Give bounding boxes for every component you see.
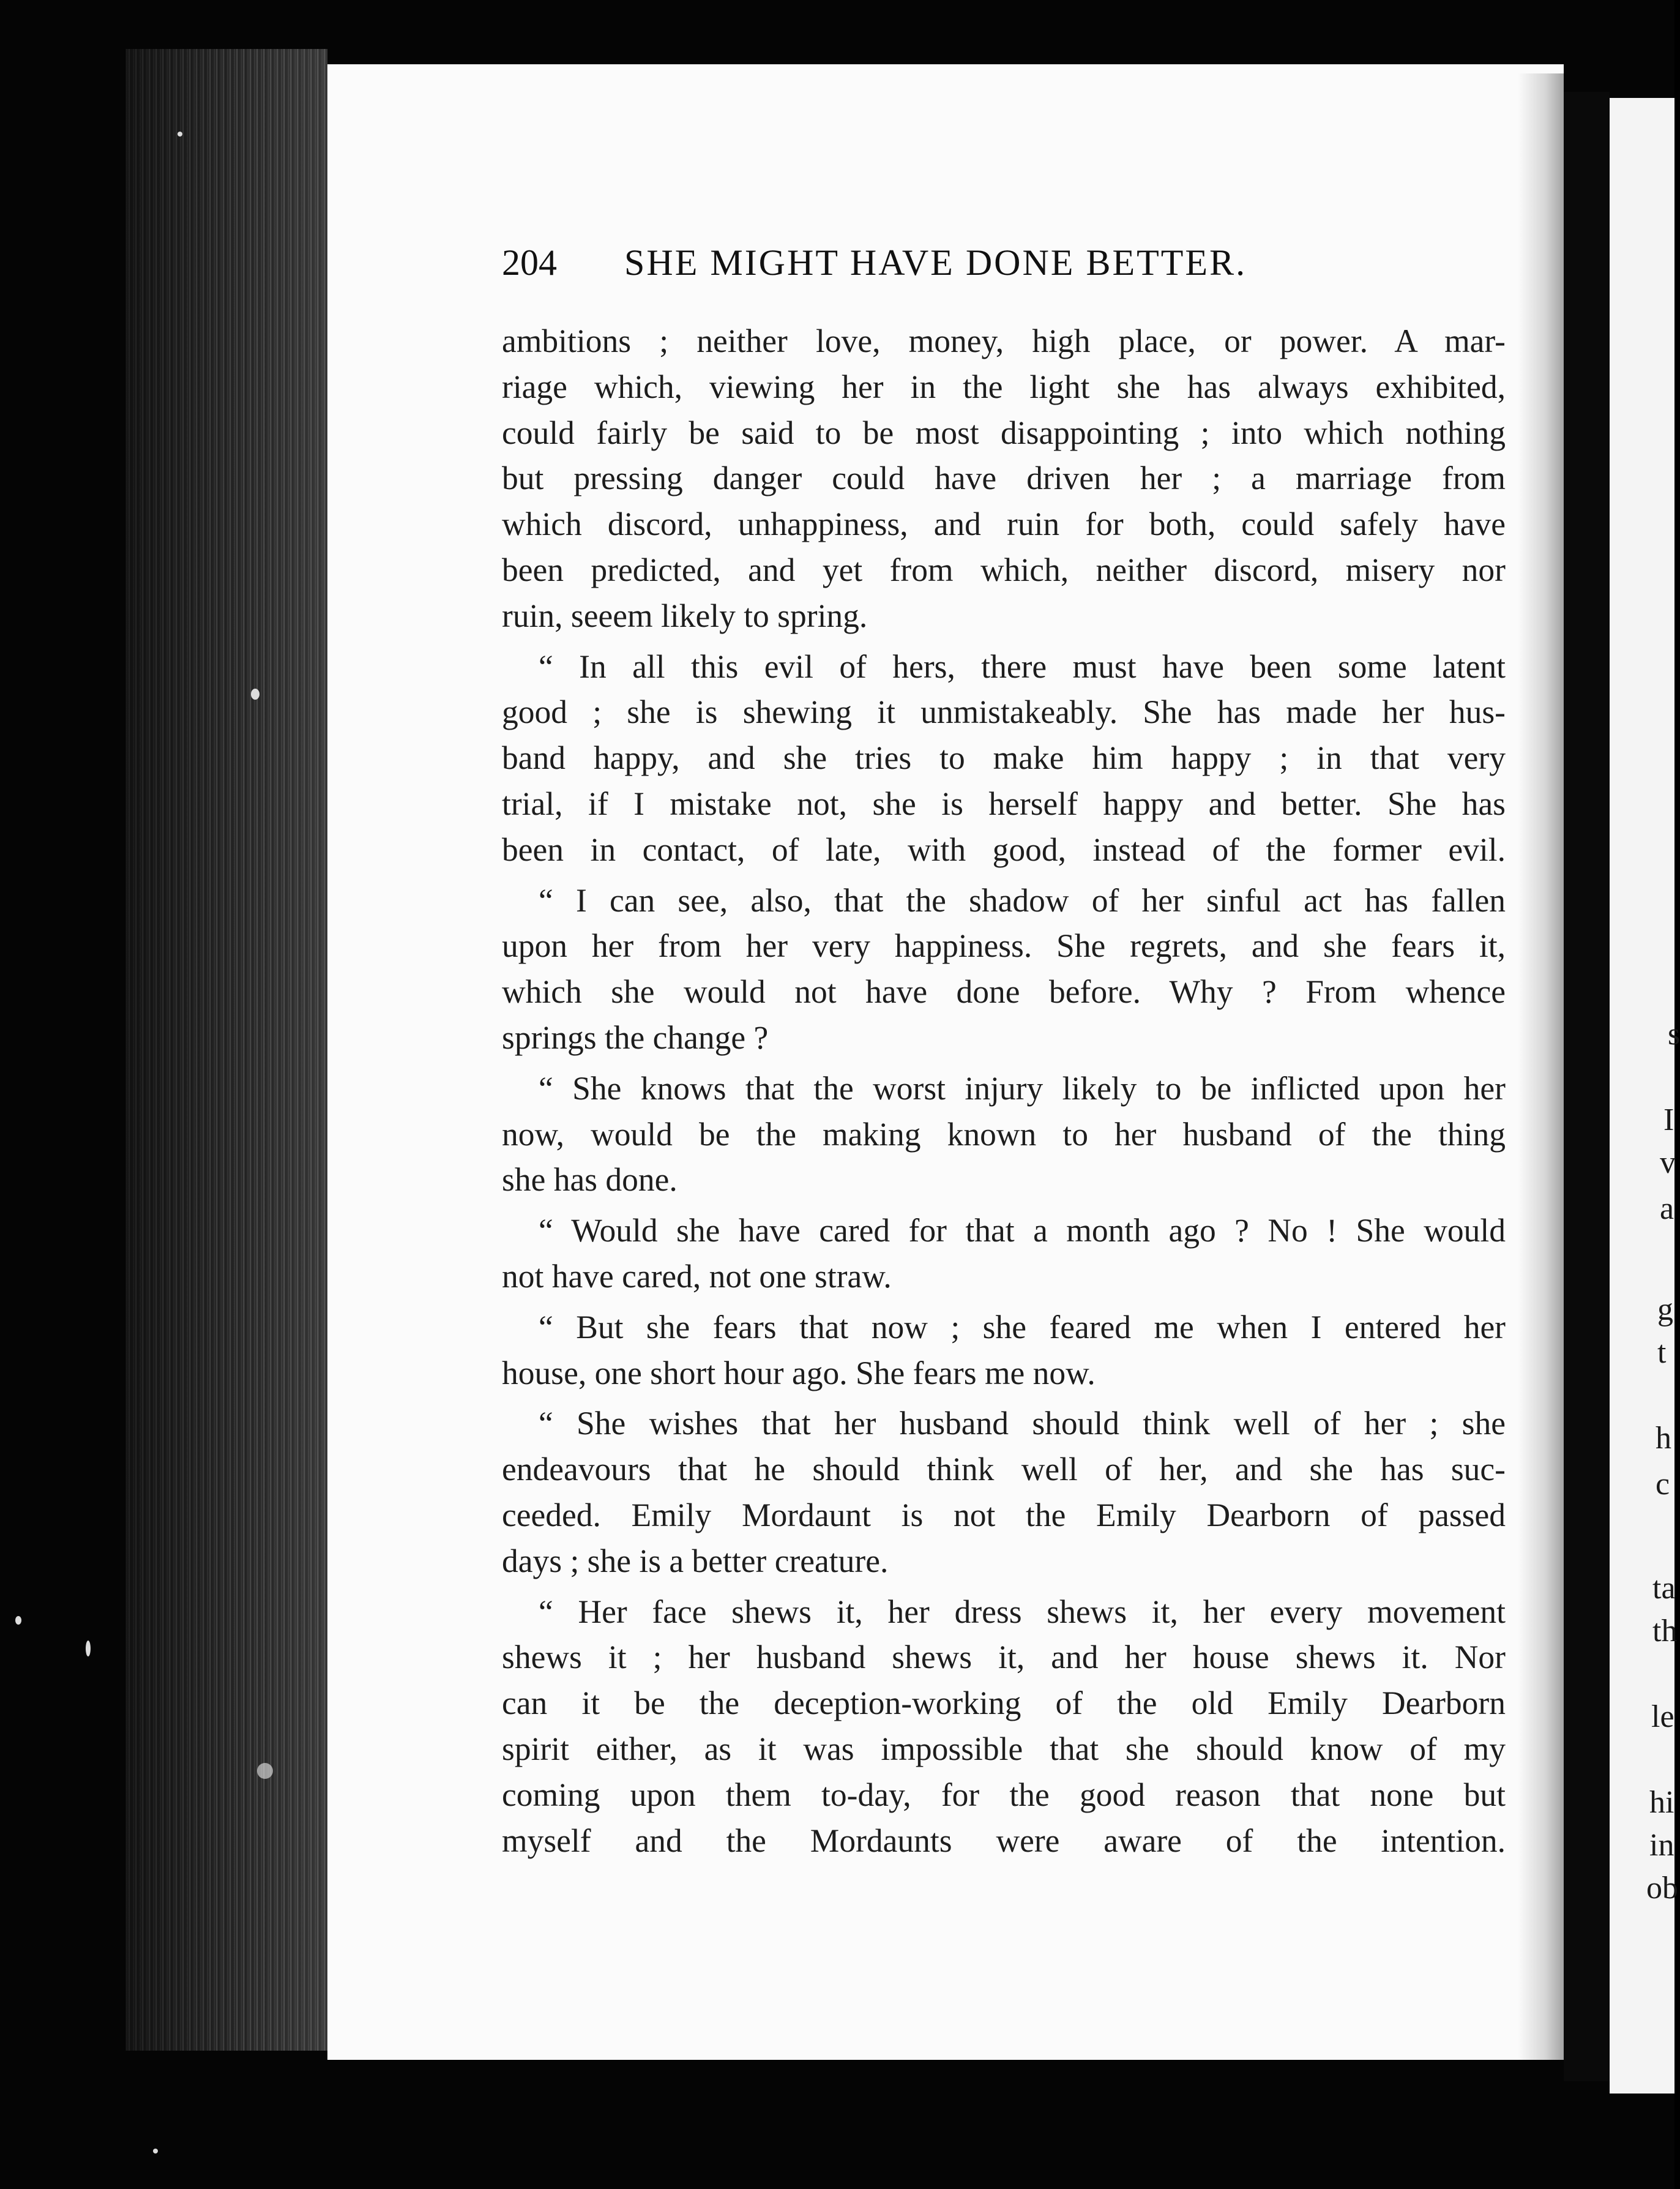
text-line: “ Would she have cared for that a month ago ? No ! She would — [539, 1212, 1506, 1249]
text-line: been predicted, and yet from which, neither discord, misery nor — [502, 551, 1506, 588]
text-line: ruin, seeem likely to spring. — [502, 597, 868, 634]
text-line: “ But she fears that now ; she feared me when I entered her — [539, 1308, 1506, 1345]
paragraph — [502, 318, 1506, 639]
text-line: upon her from her very happiness. She regrets, and she fears it, — [502, 927, 1506, 965]
text-line: springs the change ? — [502, 1019, 769, 1056]
text-line: “ She knows that the worst injury likely to be inflicted upon her — [539, 1069, 1506, 1107]
facing-page-fragment: I — [1663, 1102, 1674, 1137]
text-line: band happy, and she tries to make him happy ; in that very — [502, 739, 1506, 777]
body-text — [502, 318, 1506, 1868]
text-line: endeavours that he should think well of her, and she has suc- — [502, 1451, 1506, 1488]
paragraph — [502, 1304, 1506, 1396]
text-line: trial, if I mistake not, she is herself happy and better. She has — [502, 785, 1506, 822]
paragraph — [502, 1208, 1506, 1300]
text-line: myself and the Mordaunts were aware of the intention. — [502, 1822, 1506, 1859]
paragraph — [502, 1401, 1506, 1584]
text-line: which discord, unhappiness, and ruin for both, could safely have — [502, 506, 1506, 543]
facing-page-fragment: in — [1649, 1828, 1674, 1863]
text-line: she has done. — [502, 1161, 678, 1199]
text-line: shews it ; her husband shews it, and her house shews it. Nor — [502, 1639, 1506, 1676]
text-line: ceeded. Emily Mordaunt is not the Emily Dearborn of passed — [502, 1496, 1506, 1533]
text-line: spirit either, as it was impossible that she should know of my — [502, 1730, 1506, 1767]
dust-speck — [251, 689, 259, 700]
facing-page-fragment: h — [1656, 1421, 1671, 1456]
facing-page-fragment: t — [1657, 1335, 1667, 1370]
facing-page-fragment: v — [1660, 1145, 1676, 1180]
facing-page-fragment: le — [1651, 1699, 1674, 1734]
text-line: riage which, viewing her in the light she has always exhibited, — [502, 368, 1506, 405]
text-line: ambitions ; neither love, money, high place, or power. A mar- — [502, 323, 1506, 359]
text-line: house, one short hour ago. She fears me now. — [502, 1354, 1096, 1391]
facing-page-fragment: hi — [1649, 1785, 1674, 1820]
facing-page-fragment: c — [1656, 1467, 1670, 1502]
facing-page-fragment: g — [1657, 1292, 1673, 1327]
text-line: “ I can see, also, that the shadow of her sinful act has fallen — [539, 881, 1506, 919]
paragraph — [502, 1066, 1506, 1203]
dust-speck — [15, 1616, 21, 1625]
text-line: can it be the deception-working of the old Emily Dearborn — [502, 1685, 1506, 1722]
light-flare — [257, 1763, 273, 1779]
dust-speck — [177, 132, 182, 137]
running-title: SHE MIGHT HAVE DONE BETTER. — [624, 242, 1247, 283]
facing-page-fragment: s — [1668, 1017, 1680, 1052]
facing-page-fragment: ob — [1646, 1871, 1678, 1906]
text-line: which she would not have done before. Why ? From whence — [502, 973, 1506, 1011]
text-line: “ In all this evil of hers, there must have been some latent — [539, 648, 1506, 685]
fore-edge-shadow — [125, 49, 327, 2051]
text-line: not have cared, not one straw. — [502, 1257, 892, 1295]
paragraph — [502, 878, 1506, 1061]
dust-speck — [153, 2149, 158, 2153]
facing-page-fragment: a — [1660, 1191, 1674, 1226]
facing-page-fragment: ta — [1652, 1571, 1676, 1606]
paragraph — [502, 1589, 1506, 1864]
text-line: days ; she is a better creature. — [502, 1542, 889, 1579]
text-line: but pressing danger could have driven her ; a marriage from — [502, 460, 1506, 497]
running-header — [502, 242, 1383, 284]
text-line: been in contact, of late, with good, instead of the former evil. — [502, 831, 1506, 868]
text-line: good ; she is shewing it unmistakeably. She has made her hus- — [502, 694, 1506, 731]
text-line: could fairly be said to be most disappointing ; into which nothing — [502, 414, 1506, 451]
page-gutter-shadow — [1518, 73, 1564, 2060]
facing-page-fragment: th — [1652, 1614, 1678, 1648]
text-line: now, would be the making known to her husband of the thing — [502, 1115, 1506, 1153]
text-line: “ Her face shews it, her dress shews it, her every movement — [539, 1593, 1506, 1630]
page-number: 204 — [502, 242, 557, 283]
paragraph — [502, 644, 1506, 873]
dust-speck — [86, 1641, 91, 1656]
text-line: coming upon them to-day, for the good reason that none but — [502, 1776, 1506, 1813]
book-spine-gap — [1564, 92, 1610, 2081]
text-line: “ She wishes that her husband should think well of her ; she — [539, 1405, 1506, 1442]
